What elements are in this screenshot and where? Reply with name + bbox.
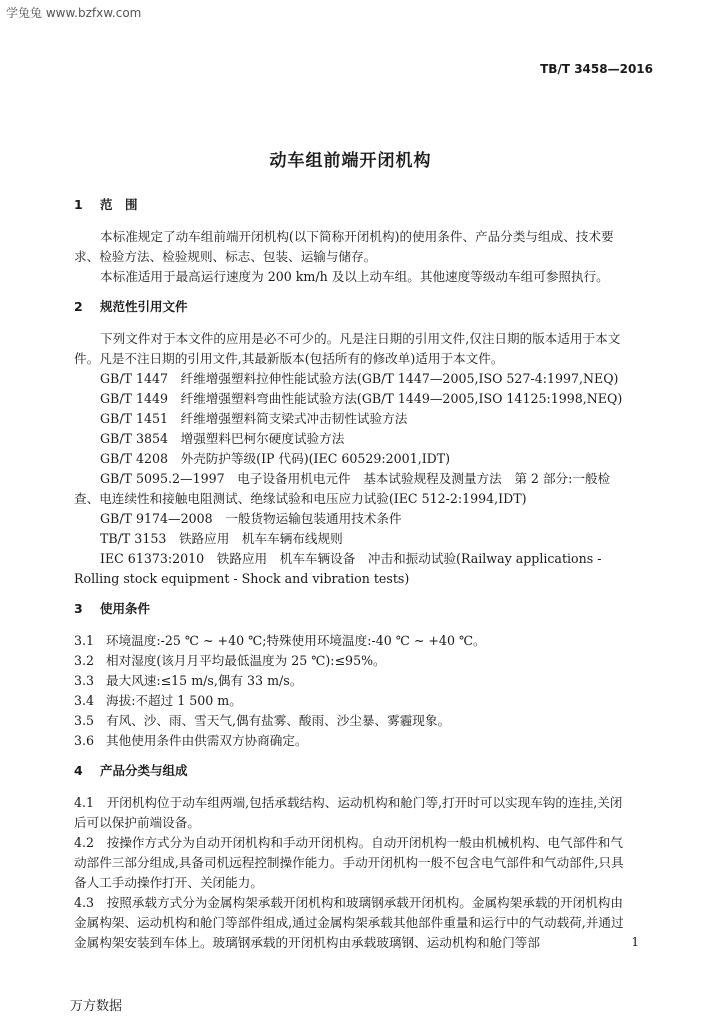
document-title: 动车组前端开闭机构 [269, 151, 432, 171]
section-4-heading: 4 产品分类与组成 [74, 763, 188, 778]
clause-4-1: 4.1 开闭机构位于动车组两端,包括承载结构、运动机构和舱门等,打开时可以实现车钩的连挂,关闭后可以保护前端设备。 [74, 795, 623, 830]
clause-4-3: 4.3 按照承载方式分为金属构架承载开闭机构和玻璃钢承载开闭机构。金属构架承载的开闭机构由金属构架、运动机构和舱门等部件组成,通过金属构架承载其他部件重量和运行中的气动载荷,并通过金属构架安装到车体上。玻璃钢承载的开闭机构由承载玻璃钢、运动机构和舱门等部 [74, 895, 624, 950]
reference-item: GB/T 1451 纤维增强塑料简支梁式冲击韧性试验方法 [100, 411, 408, 426]
reference-item: TB/T 3153 铁路应用 机车车辆布线规则 [100, 531, 343, 546]
standard-number: TB/T 3458—2016 [540, 62, 653, 76]
reference-item: IEC 61373:2010 铁路应用 机车车辆设备 冲击和振动试验(Railway applications - Rolling stock equipment - Shock and vibration tests) [74, 551, 602, 586]
clause-3-6: 3.6 其他使用条件由供需双方协商确定。 [74, 733, 308, 748]
reference-item: GB/T 1449 纤维增强塑料弯曲性能试验方法(GB/T 1449—2005,ISO 14125:1998,NEQ) [100, 391, 623, 406]
section-3-heading: 3 使用条件 [74, 601, 151, 616]
clause-3-5: 3.5 有风、沙、雨、雪天气,偶有盐雾、酸雨、沙尘暴、雾霾现象。 [74, 713, 451, 728]
clause-3-4: 3.4 海拔:不超过 1 500 m。 [74, 693, 242, 708]
clause-3-3: 3.3 最大风速:≤15 m/s,偶有 33 m/s。 [74, 673, 303, 688]
watermark: 学兔兔 www.bzfxw.com [6, 6, 142, 20]
clause-3-1: 3.1 环境温度:-25 ℃ ~ +40 ℃;特殊使用环境温度:-40 ℃ ~ +40 ℃。 [74, 633, 486, 648]
references-intro: 下列文件对于本文件的应用是必不可少的。凡是注日期的引用文件,仅注日期的版本适用于本文件。凡是不注日期的引用文件,其最新版本(包括所有的修改单)适用于本文件。 [74, 331, 621, 366]
reference-item: GB/T 3854 增强塑料巴柯尔硬度试验方法 [100, 431, 345, 446]
scope-paragraph-2: 本标准适用于最高运行速度为 200 km/h 及以上动车组。其他速度等级动车组可参照执行。 [100, 269, 609, 284]
clause-3-2: 3.2 相对湿度(该月月平均最低温度为 25 ℃):≤95%。 [74, 653, 386, 668]
clause-4-2: 4.2 按操作方式分为自动开闭机构和手动开闭机构。自动开闭机构一般由机械机构、电气部件和气动部件三部分组成,具备司机远程控制操作能力。手动开闭机构一般不包含电气部件和气动部件,只具备人工手动操作打开、关闭能力。 [74, 835, 624, 890]
section-2-heading: 2 规范性引用文件 [74, 299, 188, 314]
section-1-heading: 1 范 围 [74, 197, 138, 212]
footer-source: 万方数据 [70, 999, 123, 1014]
reference-item: GB/T 5095.2—1997 电子设备用机电元件 基本试验规程及测量方法 第 2 部分:一般检查、电连续性和接触电阻测试、绝缘试验和电压应力试验(IEC 512-2:1994,IDT) [74, 471, 611, 506]
page-number: 1 [631, 935, 639, 949]
document-body [74, 195, 634, 953]
reference-item: GB/T 4208 外壳防护等级(IP 代码)(IEC 60529:2001,IDT) [100, 451, 451, 466]
scope-paragraph-1: 本标准规定了动车组前端开闭机构(以下简称开闭机构)的使用条件、产品分类与组成、技术要求、检验方法、检验规则、标志、包装、运输与储存。 [74, 229, 614, 264]
reference-item: GB/T 9174—2008 一般货物运输包装通用技术条件 [100, 511, 402, 526]
reference-item: GB/T 1447 纤维增强塑料拉伸性能试验方法(GB/T 1447—2005,ISO 527-4:1997,NEQ) [100, 371, 619, 386]
